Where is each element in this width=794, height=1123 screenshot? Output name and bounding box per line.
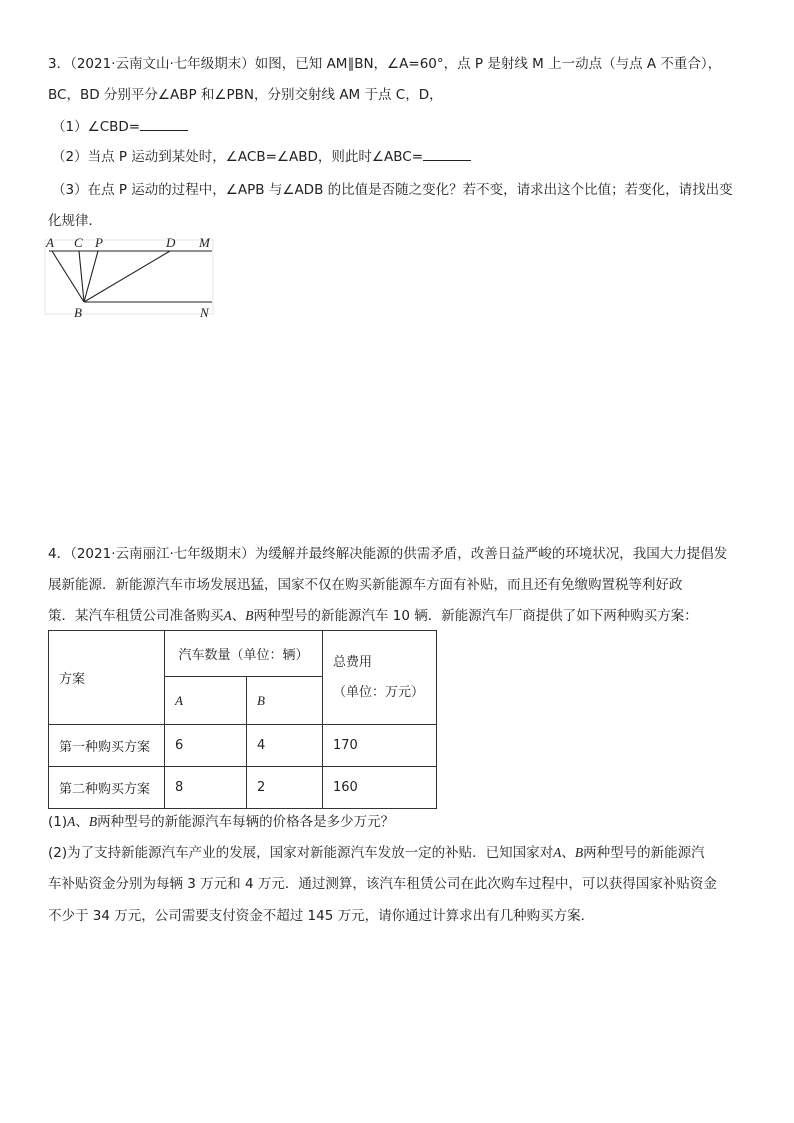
header-cost-line2: （单位：万元） xyxy=(333,684,425,700)
q4-stem-line1: 4．（2021·云南丽江·七年级期末）为缓解并最终解决能源的供需矛盾，改善日益严峻的环境状况，我国大力提倡发 xyxy=(48,546,728,562)
plan-name: 第一种购买方案 xyxy=(49,725,165,767)
q3-part2-text: （2）当点 P 运动到某处时，∠ACB=∠ABD，则此时∠ABC= xyxy=(52,149,424,165)
model-b-label: B xyxy=(88,814,98,829)
model-b-label: B xyxy=(245,608,254,623)
q4-stem-line3-a: 策．某汽车租赁公司准备购买 xyxy=(48,608,224,624)
model-b-label: B xyxy=(574,845,584,860)
geometry-figure xyxy=(44,232,224,322)
header-total-cost xyxy=(323,631,437,725)
model-a-label: A xyxy=(67,814,76,829)
qty-a: 6 xyxy=(165,725,247,767)
label-b: B xyxy=(74,305,82,320)
header-cost-line1: 总费用 xyxy=(333,654,373,670)
total-cost: 170 xyxy=(323,725,437,767)
separator: 、 xyxy=(231,608,246,624)
label-d: D xyxy=(166,235,176,250)
header-quantity: 汽车数量（单位：辆） xyxy=(165,631,323,677)
label-a: A xyxy=(46,235,54,250)
header-plan: 方案 xyxy=(49,631,165,725)
q4-part2-line3: 不少于 34 万元，公司需要支付资金不超过 145 万元，请你通过计算求出有几种购买方案． xyxy=(48,908,595,924)
label-n: N xyxy=(200,305,209,320)
model-a-label: A xyxy=(223,608,232,623)
q3-part1-text: （1）∠CBD= xyxy=(52,119,141,135)
answer-blank xyxy=(140,117,188,131)
separator: 、 xyxy=(561,845,575,861)
qty-a: 8 xyxy=(165,767,247,809)
q4-part2-text-b: 两种型号的新能源汽 xyxy=(583,845,705,861)
answer-blank xyxy=(423,147,471,161)
q3-part3-line2: 化规律． xyxy=(48,213,102,229)
q4-part1-text: 两种型号的新能源汽车每辆的价格各是多少万元？ xyxy=(97,814,395,830)
segment-bd xyxy=(84,251,170,302)
q4-part2-line2: 车补贴资金分别为每辆 3 万元和 4 万元．通过测算，该汽车租赁公司在此次购车过程中，可以获得国家补贴资金 xyxy=(48,876,717,892)
plan-name: 第二种购买方案 xyxy=(49,767,165,809)
qty-b: 4 xyxy=(247,725,323,767)
label-p: P xyxy=(95,235,103,250)
q3-part1 xyxy=(52,117,188,137)
q4-stem-line2: 展新能源．新能源汽车市场发展迅猛，国家不仅在购买新能源车方面有补贴，而且还有免缴购置税等利好政 xyxy=(48,577,683,593)
separator: 、 xyxy=(75,814,89,830)
header-model-b: B xyxy=(247,677,323,725)
q3-part3-line1: （3）在点 P 运动的过程中，∠APB 与∠ADB 的比值是否随之变化？若不变，请求出这个比值；若变化，请找出变 xyxy=(52,182,733,198)
q4-part2-line1 xyxy=(48,843,705,863)
header-model-a: A xyxy=(165,677,247,725)
q3-stem-line1: 3．（2021·云南文山·七年级期末）如图，已知 AM∥BN，∠A=60°，点 P 是射线 M 上一动点（与点 A 不重合）， xyxy=(48,56,722,72)
model-a-label: A xyxy=(553,845,562,860)
q4-part2-text-a: (2)为了支持新能源汽车产业的发展，国家对新能源汽车发放一定的补贴．已知国家对 xyxy=(48,845,554,861)
q4-stem-line3 xyxy=(48,606,698,626)
label-m: M xyxy=(199,235,210,250)
q3-part2 xyxy=(52,147,471,167)
q4-part1 xyxy=(48,812,394,832)
qty-b: 2 xyxy=(247,767,323,809)
table-row xyxy=(49,767,437,809)
total-cost: 160 xyxy=(323,767,437,809)
table-row xyxy=(49,725,437,767)
q4-stem-line3-c: 两种型号的新能源汽车 10 辆．新能源汽车厂商提供了如下两种购买方案： xyxy=(253,608,698,624)
purchase-plan-table xyxy=(48,630,437,809)
label-c: C xyxy=(74,235,83,250)
q3-stem-line2: BC，BD 分别平分∠ABP 和∠PBN，分别交射线 AM 于点 C，D， xyxy=(48,87,443,103)
q4-part1-num: (1) xyxy=(48,814,68,830)
